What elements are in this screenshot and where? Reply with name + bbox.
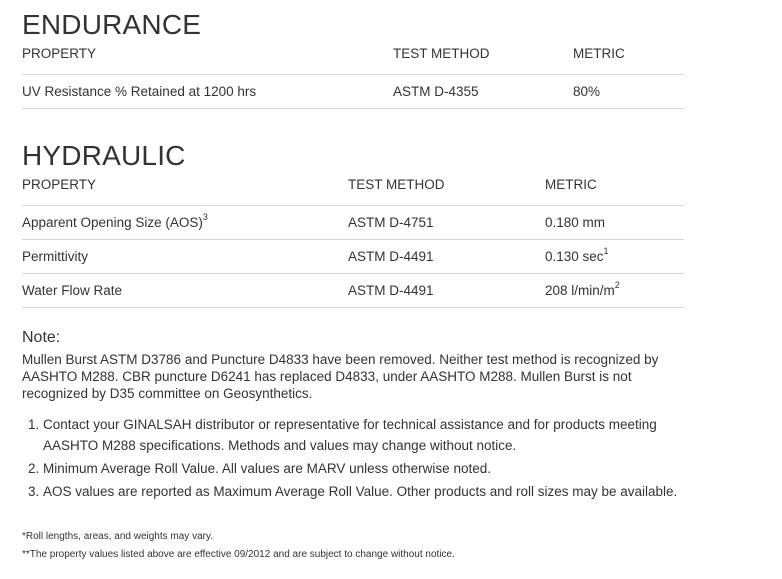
metric-cell	[545, 274, 684, 308]
metric-cell	[545, 206, 684, 240]
column-header-test-method: TEST METHOD	[393, 46, 573, 75]
endurance-table	[22, 46, 684, 109]
metric-text: 0.130 sec	[545, 249, 604, 264]
endurance-title: ENDURANCE	[22, 9, 202, 40]
property-cell	[22, 274, 348, 308]
footnote-roll-lengths: *Roll lengths, areas, and weights may vary.	[22, 531, 214, 542]
metric-text: 0.180 mm	[545, 215, 606, 230]
column-header-test-method: TEST METHOD	[348, 177, 545, 206]
notes-list	[22, 414, 703, 504]
property-text: Water Flow Rate	[22, 283, 123, 298]
test-method-cell: ASTM D-4491	[348, 240, 545, 274]
list-item: 1. Contact your GINALSAH distributor or representative for technical assistance and for products meeting AASHTO M288 specifications. Methods and values may change without notice.	[43, 414, 703, 456]
hydraulic-title: HYDRAULIC	[22, 140, 186, 171]
property-cell	[22, 206, 348, 240]
table-row	[22, 206, 684, 240]
property-cell	[22, 240, 348, 274]
list-item: 3. AOS values are reported as Maximum Average Roll Value. Other products and roll sizes may be available.	[43, 481, 703, 502]
test-method-cell: ASTM D-4751	[348, 206, 545, 240]
table-row	[22, 75, 684, 109]
metric-cell	[545, 240, 684, 274]
column-header-metric: METRIC	[545, 177, 684, 206]
test-method-cell: ASTM D-4355	[393, 75, 573, 109]
hydraulic-table	[22, 177, 684, 308]
note-heading: Note:	[22, 329, 61, 346]
note-body: Mullen Burst ASTM D3786 and Puncture D4833 have been removed. Neither test method is recognized by AASHTO M288. CBR puncture D6241 has replaced D4833, under AASHTO M288. Mullen Burst is not recognized by D35 committee on Geosynthetics.	[22, 352, 659, 401]
footnote-marker: 1	[603, 246, 609, 256]
property-text: Permittivity	[22, 249, 89, 264]
metric-cell: 80%	[573, 75, 684, 109]
property-text: Apparent Opening Size (AOS)	[22, 215, 203, 230]
footnote-effective-date: **The property values listed above are effective 09/2012 and are subject to change without notice.	[22, 549, 455, 560]
metric-text: 208 l/min/m	[545, 283, 615, 298]
table-row	[22, 240, 684, 274]
table-row	[22, 274, 684, 308]
footnote-marker: 3	[202, 212, 208, 222]
superscript-marker: 2	[614, 280, 620, 290]
list-item: 2. Minimum Average Roll Value. All values are MARV unless otherwise noted.	[43, 458, 703, 479]
column-header-metric: METRIC	[573, 46, 684, 75]
test-method-cell: ASTM D-4491	[348, 274, 545, 308]
property-cell	[22, 75, 393, 109]
column-header-property: PROPERTY	[22, 177, 348, 206]
table-header-row	[22, 46, 684, 75]
column-header-property: PROPERTY	[22, 46, 393, 75]
property-text: UV Resistance % Retained at 1200 hrs	[22, 84, 257, 99]
table-header-row	[22, 177, 684, 206]
